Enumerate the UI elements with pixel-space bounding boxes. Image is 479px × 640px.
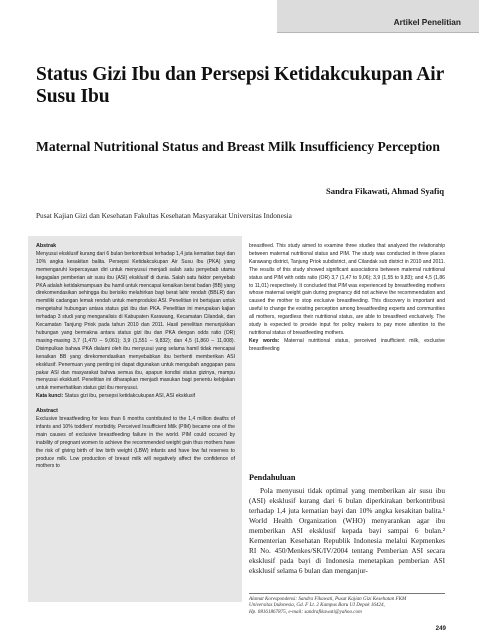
abstract-body-part1: Exclusive breastfeeding for less than 6 months contributed to the 1,4 million deaths of infants and 10% toddlers' morbidity. Perceived Insufficient Milk (PIM) became one of the main causes of exclusive breastfeeding failure in the world. PIM could occured by inability of pregnant women to achieve the recommended weight gain thus mothers have the risk of giving birth of low birth weight (LBW) infants and have low fat reserves to produce milk. Low production of breast milk will negatively affect the confidence of mothers to xyxy=(36,416,235,470)
abstract-keywords-text: Maternal nutritional status, perceived insufficient milk, exclusive breastfeeding xyxy=(249,337,445,352)
abstract-right-column xyxy=(249,243,445,354)
title-indonesian: Status Gizi Ibu dan Persepsi Ketidakcukupan Air Susu Ibu xyxy=(36,64,444,107)
abstract-keywords-label: Key words: xyxy=(249,337,280,344)
abstract-keywords xyxy=(249,338,445,354)
authors: Sandra Fikawati, Ahmad Syafiq xyxy=(326,186,444,196)
section-tab xyxy=(277,0,479,32)
abstract-heading: Abstract xyxy=(36,408,58,415)
section-label: Artikel Penelitian xyxy=(393,17,461,27)
footnote-rule xyxy=(249,593,445,594)
abstrak-keywords-text: Status gizi ibu, persepsi ketidakcukupan ASI, ASI eksklusif xyxy=(64,393,196,400)
correspondence-footnote xyxy=(249,596,445,615)
page-number: 249 xyxy=(435,625,446,632)
abstrak-body: Menyusui eksklusif kurang dari 6 bulan berkontribusi terhadap 1,4 juta kematian bayi dan 10% angka kesakitan balita. Persepsi Ketidakcukupan Air Susu Ibu (PKA) yang memengaruhi kepercayaan diri untuk menyusui menjadi salah satu penyebab utama kegagalan pemberian air susu ibu (ASI) eksklusif di dunia. Salah satu faktor penyebab PKA adalah ketidakmampuan ibu hamil untuk mencapai kenaikan berat badan (BB) yang direkomendasikan sehingga ibu berisiko melahirkan bayi berat lahir rendah (BBLR) dan memiliki cadangan lemak rendah untuk memproduksi ASI. Penelitian ini bertujuan untuk mengetahui hubungan antara status gizi ibu dan PKA. Penelitian ini merupakan kajian terhadap 3 studi yang menganalisis di Kabupaten Karawang, Kecamatan Cilandak, dan Kecamatan Tanjung Priok pada tahun 2010 dan 2011. Hasil penelitian menunjukkan hubungan yang bermakna antara status gizi ibu dan PKA dengan odds ratio (OR) masing-masing 3,7 (1,470 – 9,061); 3,9 (1,551 – 9,832); dan 4,5 (1,860 – 11,008). Disimpulkan bahwa PKA dialami oleh ibu menyusui yang selama hamil tidak mencapai kenaikan BB yang direkomendasikan menyebabkan ibu berhenti memberikan ASI eksklusif. Penemuan yang penting ini dapat digunakan untuk mengubah anggapan para pakar ASI dan masyarakat bahwa semua ibu, apapun kondisi status gizinya, mampu menyusui eksklusif. Penelitian ini diharapkan menjadi masukan bagi penentu kebijakan untuk memerhatikan status gizi ibu menyusui. xyxy=(36,250,235,392)
abstract-body-part2: breastfeed. This study aimed to examine three studies that analyzed the relationship between maternal nutritional status and PIM. The study was conducted in three places Karawang district, Tanjung Priok subdistrict, and Cilandak sub district in 2010 and 2011. The results of this study showed significant associations between maternal nutritional status and PIM with odds ratio (OR) 3,7 (1,47 to 9,06); 3,9 (1,55 to 9,83); and 4,5 (1,86 to 11,01) respectively. It concluded that PIM was experienced by breastfeeding mothers whose maternal weight gain during pregnancy did not achieve the recommendation and caused the mother to stop exclusive breastfeeding. This discovery is important and useful to change the existing perception among breastfeeding experts and communities all mothers, regardless their nutritional status, are able to breastfeed exclusively. The study is expected to provide input for policy makers to pay more attention to the nutritional status of breastfeeding mothers. xyxy=(249,243,445,336)
abstrak-keywords-label: Kata kunci: xyxy=(36,393,64,400)
footnote-line-2: Universitas Indonesia, Gd. F Lt. 2 Kampus Baru UI Depok 16424, xyxy=(249,602,385,609)
abstract-left-column xyxy=(36,243,235,471)
footnote-line-3: Hp. 08161867875, e-mail: sandrafikawati@yahoo.com xyxy=(249,608,362,615)
abstrak-keywords xyxy=(36,393,235,401)
intro-heading: Pendahuluan xyxy=(249,473,296,482)
abstrak-heading: Abstrak xyxy=(36,243,57,249)
intro-body: Pola menyusui tidak optimal yang memberikan air susu ibu (ASI) eksklusif kurang dari 6 bulan diperkirakan berkontribusi terhadap 1,4 juta kematian bayi dan 10% angka kesakitan balita.¹ World Health Organization (WHO) menyarankan agar ibu memberikan ASI eksklusif kepada bayi sampai 6 bulan.² Kementerian Kesehatan Republik Indonesia melalui Kepmenkes RI No. 450/Menkes/SK/IV/2004 tentang Pemberian ASI secara eksklusif pada bayi di Indonesia menetapkan pemberian ASI eksklusif selama 6 bulan dan menganjur- xyxy=(249,487,445,575)
affiliation: Pusat Kajian Gizi dan Kesehatan Fakultas Kesehatan Masyarakat Universitas Indonesia xyxy=(36,211,292,220)
title-english: Maternal Nutritional Status and Breast Milk Insufficiency Perception xyxy=(36,139,440,154)
header-rule xyxy=(277,32,479,33)
footnote-line-1: Alamat Korespondensi: Sandra Fikawati, Pusat Kajian Gizi Kesehatan FKM xyxy=(249,596,407,602)
